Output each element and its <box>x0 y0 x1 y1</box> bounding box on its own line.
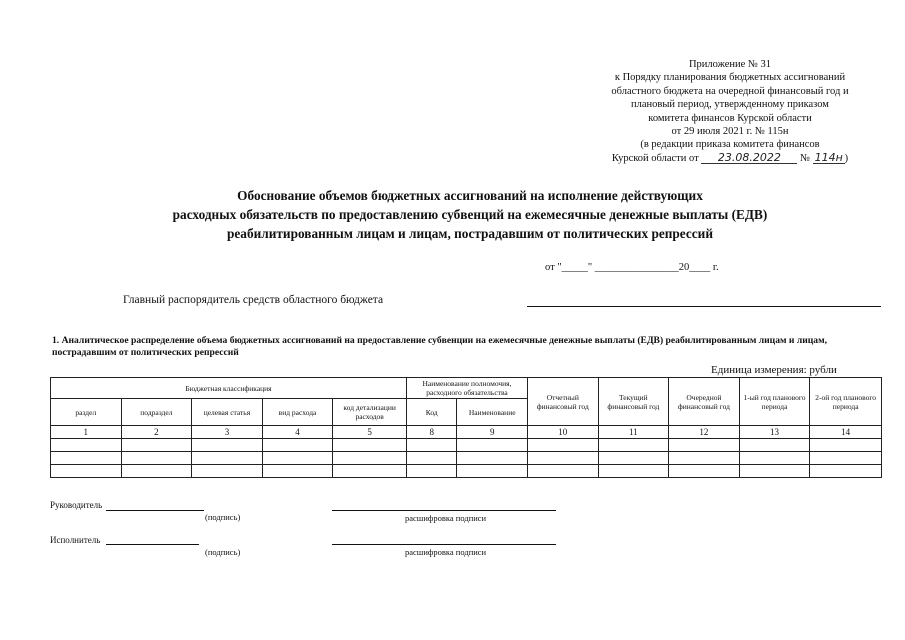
head-signature-label: Руководитель <box>50 500 103 510</box>
table-cell <box>739 452 810 465</box>
table-cell <box>51 439 122 452</box>
table-cell <box>598 465 669 478</box>
allocation-table <box>50 377 882 478</box>
header-expense-type: вид расхода <box>262 399 333 426</box>
table-cell <box>810 439 882 452</box>
column-number: 8 <box>406 426 456 439</box>
appendix-text: к Порядку планирования бюджетных ассигнований <box>614 72 846 84</box>
appendix-header <box>560 58 900 165</box>
table-cell <box>121 452 192 465</box>
revision-no-sign: № <box>799 152 811 164</box>
column-number: 2 <box>121 426 192 439</box>
appendix-revision-line <box>560 152 900 165</box>
executor-signature-label: Исполнитель <box>50 535 101 545</box>
table-cell <box>598 439 669 452</box>
header-current-year: Текущий финансовый год <box>598 378 669 426</box>
table-cell <box>527 465 598 478</box>
table-cell <box>598 452 669 465</box>
revision-prefix: Курской области от <box>611 152 699 164</box>
table-cell <box>121 465 192 478</box>
appendix-text: (в редакции приказа комитета финансов <box>640 139 820 151</box>
header-subsection: подраздел <box>121 399 192 426</box>
table-cell <box>192 439 263 452</box>
column-number: 1 <box>51 426 122 439</box>
header-next-year: Очередной финансовый год <box>669 378 740 426</box>
table-row <box>51 465 882 478</box>
main-manager-blank-line <box>527 306 881 307</box>
table-cell <box>51 465 122 478</box>
table-cell <box>192 465 263 478</box>
header-authority: Наименование полномочия, расходного обязательства <box>406 378 527 399</box>
table-cell <box>192 452 263 465</box>
table-cell <box>739 465 810 478</box>
table-header-row <box>51 378 882 399</box>
handwritten-date: 23.08.2022 <box>701 152 797 164</box>
table-cell <box>333 439 407 452</box>
header-report-year: Отчетный финансовый год <box>527 378 598 426</box>
executor-signature-caption: (подпись) <box>205 547 241 557</box>
column-number: 11 <box>598 426 669 439</box>
table-cell <box>669 439 740 452</box>
table-cell <box>810 465 882 478</box>
table-cell <box>262 452 333 465</box>
table-cell <box>406 452 456 465</box>
column-number: 9 <box>457 426 528 439</box>
table-cell <box>457 465 528 478</box>
header-name: Наименование <box>457 399 528 426</box>
appendix-text: областного бюджета на очередной финансовый год и <box>611 85 849 97</box>
unit-label: Единица измерения: рубли <box>711 364 837 376</box>
table-cell <box>406 465 456 478</box>
date-field: от "_____" ________________20____ г. <box>545 262 719 273</box>
table-cell <box>333 452 407 465</box>
document-title <box>150 186 790 243</box>
column-number: 10 <box>527 426 598 439</box>
column-number: 12 <box>669 426 740 439</box>
header-plan-year-2: 2-ой год планового периода <box>810 378 882 426</box>
title-line: Обоснование объемов бюджетных ассигнований на исполнение действующих <box>237 188 703 203</box>
column-number: 4 <box>262 426 333 439</box>
title-line: расходных обязательств по предоставлению субвенций на ежемесячные денежные выплаты (ЕДВ) <box>172 207 768 222</box>
table-cell <box>457 452 528 465</box>
appendix-text: плановый период, утвержденному приказом <box>631 99 829 111</box>
table-cell <box>669 465 740 478</box>
header-target-article: целевая статья <box>192 399 263 426</box>
table-cell <box>739 439 810 452</box>
table-cell <box>333 465 407 478</box>
table-cell <box>406 439 456 452</box>
column-number: 13 <box>739 426 810 439</box>
table-cell <box>457 439 528 452</box>
column-number: 3 <box>192 426 263 439</box>
header-detail-code: код детализации расходов <box>333 399 407 426</box>
handwritten-number: 114н <box>814 150 843 164</box>
column-number-row <box>51 426 882 439</box>
head-signature-caption: (подпись) <box>205 512 241 522</box>
executor-decode-caption: расшифровка подписи <box>405 547 487 557</box>
header-budget-classification: Бюджетная классификация <box>51 378 407 399</box>
revision-suffix: ) <box>844 152 849 164</box>
column-number: 14 <box>810 426 882 439</box>
table-cell <box>527 439 598 452</box>
table-cell <box>262 465 333 478</box>
header-code: Код <box>406 399 456 426</box>
table-row <box>51 452 882 465</box>
column-number: 5 <box>333 426 407 439</box>
table-cell <box>527 452 598 465</box>
header-section: раздел <box>51 399 122 426</box>
table-cell <box>669 452 740 465</box>
header-plan-year-1: 1-ый год планового периода <box>739 378 810 426</box>
main-manager-label: Главный распорядитель средств областного бюджета <box>123 294 384 306</box>
executor-signature-line <box>106 544 199 545</box>
table-row <box>51 439 882 452</box>
head-signature-line <box>106 510 204 511</box>
head-decode-line <box>332 510 556 511</box>
table-cell <box>810 452 882 465</box>
title-line: реабилитированным лицам и лицам, пострадавшим от политических репрессий <box>227 226 713 241</box>
table-cell <box>121 439 192 452</box>
section-1-heading: 1. Аналитическое распределение объема бюджетных ассигнований на предоставление субвенции на ежемесячные денежные выплаты (ЕДВ) реабилитированным лицам и лицам, пострадавшим от политических репрессий <box>52 335 828 358</box>
appendix-number: Приложение № 31 <box>688 59 772 70</box>
table-cell <box>51 452 122 465</box>
appendix-order-date: от 29 июля 2021 г. № 115н <box>671 126 789 138</box>
appendix-text: комитета финансов Курской области <box>648 112 812 124</box>
head-decode-caption: расшифровка подписи <box>405 513 487 523</box>
table-cell <box>262 439 333 452</box>
executor-decode-line <box>332 544 556 545</box>
